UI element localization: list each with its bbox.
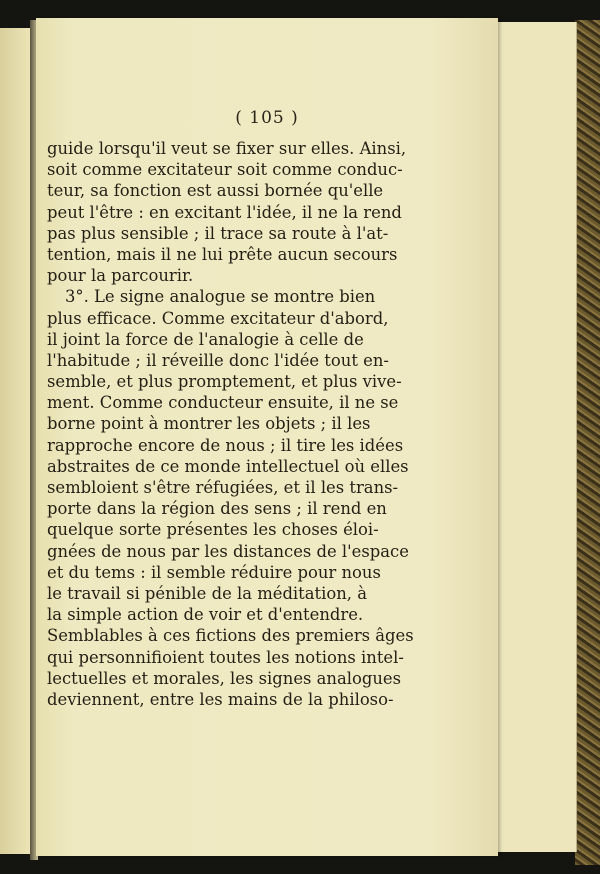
- text-line: 3°. Le signe analogue se montre bien: [65, 287, 376, 307]
- text-line: lectuelles et morales, les signes analogues: [47, 668, 402, 688]
- text-line: pour la parcourir.: [47, 266, 194, 286]
- text-line: guide lorsqu'il veut se fixer sur elles. Ainsi,: [47, 139, 407, 158]
- text-line: soit comme excitateur soit comme conduc-: [47, 160, 403, 180]
- text-line: et du tems : il semble réduire pour nous: [47, 562, 381, 582]
- text-line: la simple action de voir et d'entendre.: [47, 605, 364, 625]
- text-line: pas plus sensible ; il trace sa route à l'at-: [47, 223, 389, 243]
- text-line: semble, et plus promptement, et plus vive-: [47, 372, 402, 392]
- text-line: porte dans la région des sens ; il rend en: [47, 499, 387, 519]
- page-number: ( 105 ): [235, 108, 299, 128]
- text-line: l'habitude ; il réveille donc l'idée tout en-: [47, 350, 389, 370]
- page-stack: [492, 22, 584, 852]
- text-line: qui personnifioient toutes les notions intel-: [47, 647, 404, 667]
- text-line: abstraites de ce monde intellectuel où elles: [47, 456, 409, 476]
- text-line: deviennent, entre les mains de la philoso-: [47, 689, 394, 709]
- text-line: quelque sorte présentes les choses éloi-: [47, 520, 379, 540]
- book-page: [36, 18, 498, 856]
- text-line: sembloient s'être réfugiées, et il les trans-: [47, 478, 399, 497]
- text-line: peut l'être : en excitant l'idée, il ne la rend: [47, 202, 402, 222]
- text-line: plus efficace. Comme excitateur d'abord,: [47, 308, 389, 328]
- page-text: [47, 138, 414, 710]
- text-line: il joint la force de l'analogie à celle de: [47, 329, 364, 349]
- text-line: borne point à montrer les objets ; il les: [47, 414, 371, 434]
- text-line: Semblables à ces fictions des premiers âges: [47, 626, 414, 646]
- page-leaf: [544, 22, 577, 852]
- text-line: ment. Comme conducteur ensuite, il ne se: [47, 393, 399, 413]
- text-line: tention, mais il ne lui prête aucun secours: [47, 244, 398, 264]
- facing-page-edge: [0, 28, 31, 854]
- text-line: le travail si pénible de la méditation, à: [47, 583, 367, 603]
- text-line: rapproche encore de nous ; il tire les idées: [47, 435, 404, 455]
- text-line: teur, sa fonction est aussi bornée qu'elle: [47, 181, 384, 201]
- text-line: gnées de nous par les distances de l'espace: [47, 541, 409, 561]
